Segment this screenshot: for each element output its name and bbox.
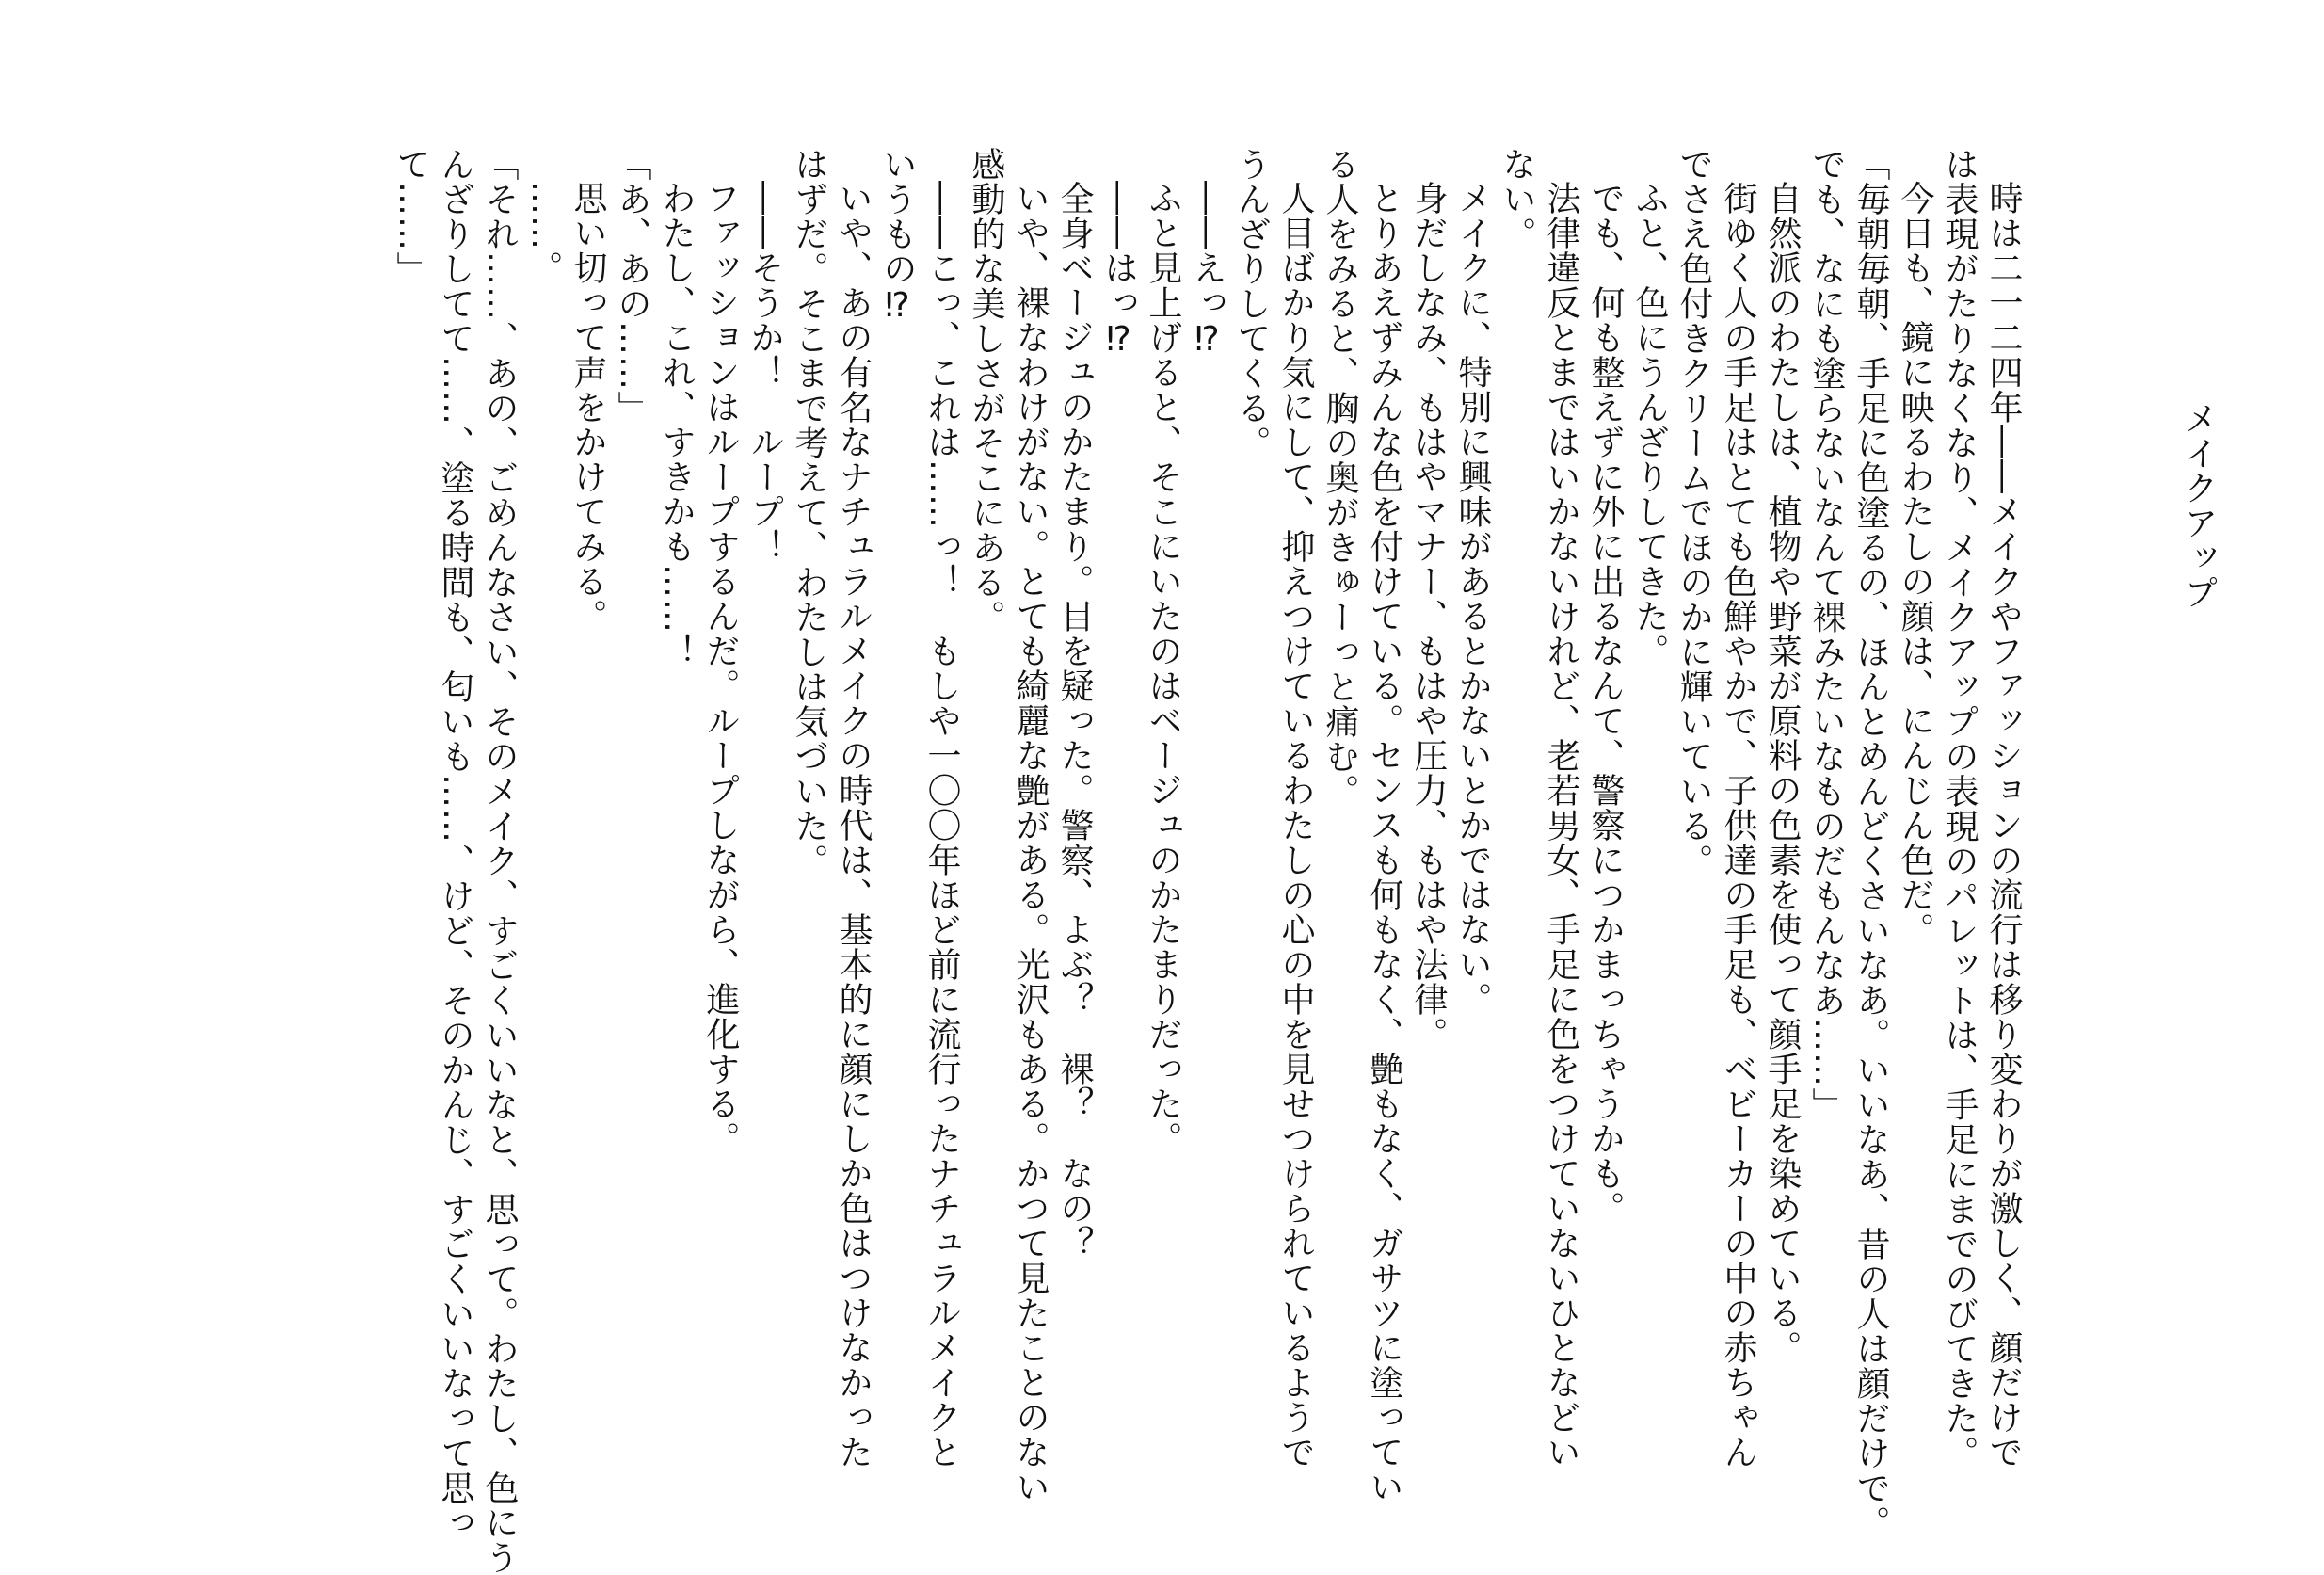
story-line: 自然派のわたしは、植物や野菜が原料の色素を使って顔手足を染めている。	[1763, 181, 1802, 1365]
story-text	[389, 147, 2220, 1575]
story-line: は表現がたりなくなり、メイクアップの表現のパレットは、手足にまでのびてきた。	[1940, 147, 1979, 1471]
story-line: ――そうか！ ループ！	[745, 181, 784, 564]
story-line: いうもの⁉	[878, 147, 917, 326]
story-line: 思い切って声をかけてみる。	[569, 181, 607, 634]
story-line: 人目ばかり気にして、抑えつけているわたしの心の中を見せつけられているようで	[1276, 181, 1315, 1470]
story-line: いや、裸なわけがない。とても綺麗な艶がある。光沢もある。かつて見たことのない	[1011, 181, 1050, 1504]
story-line: ふと、色にうんざりしてきた。	[1630, 181, 1669, 668]
story-line: る人をみると、胸の奥がきゅーっと痛む。	[1321, 147, 1359, 809]
story-line: んざりしてて……、塗る時間も、匂いも……、けど、そのかんじ、すごくいいなって思っ	[436, 147, 474, 1540]
story-line: ふと見上げると、そこにいたのはベージュのかたまりだった。	[1144, 181, 1182, 1156]
story-line: ファッションはループするんだ。ループしながら、進化する。	[701, 181, 740, 1156]
story-line: 法律違反とまではいかないけれど、老若男女、手足に色をつけていないひとなどい	[1542, 181, 1580, 1470]
story-title: メイクアップ	[2179, 401, 2218, 610]
story-line: 「あ、あの……」	[613, 147, 651, 426]
story-line: でも、何も整えずに外に出るなんて、警察につかまっちゃうかも。	[1586, 181, 1625, 1226]
story-line: ……。	[524, 181, 563, 285]
story-line: ――えっ⁉	[1188, 181, 1226, 360]
story-line: でも、なにも塗らないなんて裸みたいなものだもんなあ……」	[1807, 147, 1846, 1122]
story-line: 全身ベージュのかたまり。目を疑った。警察、よぶ？ 裸？ なの？	[1055, 181, 1094, 1261]
story-line: ――こっ、これは……っ！ もしや一〇〇年ほど前に流行ったナチュラルメイクと	[922, 181, 961, 1470]
story-line: 「毎朝毎朝、手足に色塗るの、ほんとめんどくさいなあ。いいなあ、昔の人は顔だけで。	[1851, 147, 1890, 1540]
story-line: とりあえずみんな色を付けている。センスも何もなく、艶もなく、ガサツに塗ってい	[1365, 181, 1403, 1504]
story-line: 街ゆく人の手足はとても色鮮やかで、子供達の手足も、ベビーカーの中の赤ちゃん	[1719, 181, 1757, 1470]
story-line: うんざりしてくる。	[1232, 147, 1271, 460]
story-line: ――はっ⁉	[1099, 181, 1138, 360]
story-line: わたし、これ、すきかも……！	[657, 181, 696, 668]
story-line: でさえ色付きクリームでほのかに輝いている。	[1675, 147, 1713, 878]
story-line: メイクに、特別に興味があるとかないとかではない。	[1453, 181, 1492, 1017]
story-line: て……」	[392, 147, 430, 286]
story-line: はずだ。そこまで考えて、わたしは気づいた。	[790, 147, 828, 878]
story-line: 感動的な美しさがそこにある。	[967, 147, 1005, 635]
story-line: 「それ……、あの、ごめんなさい、そのメイク、すごくいいなと、思って。わたし、色にう	[480, 147, 519, 1575]
story-line: 今日も、鏡に映るわたしの顔は、にんじん色だ。	[1896, 181, 1934, 947]
story-line: いや、あの有名なナチュラルメイクの時代は、基本的に顔にしか色はつけなかった	[834, 181, 873, 1470]
story-line: ない。	[1498, 147, 1536, 251]
story-line: 時は二一二四年――メイクやファッションの流行は移り変わりが激しく、顔だけで	[1984, 181, 2023, 1470]
story-line: 身だしなみ、もはやマナー、もはや圧力、もはや法律。	[1409, 181, 1448, 1052]
